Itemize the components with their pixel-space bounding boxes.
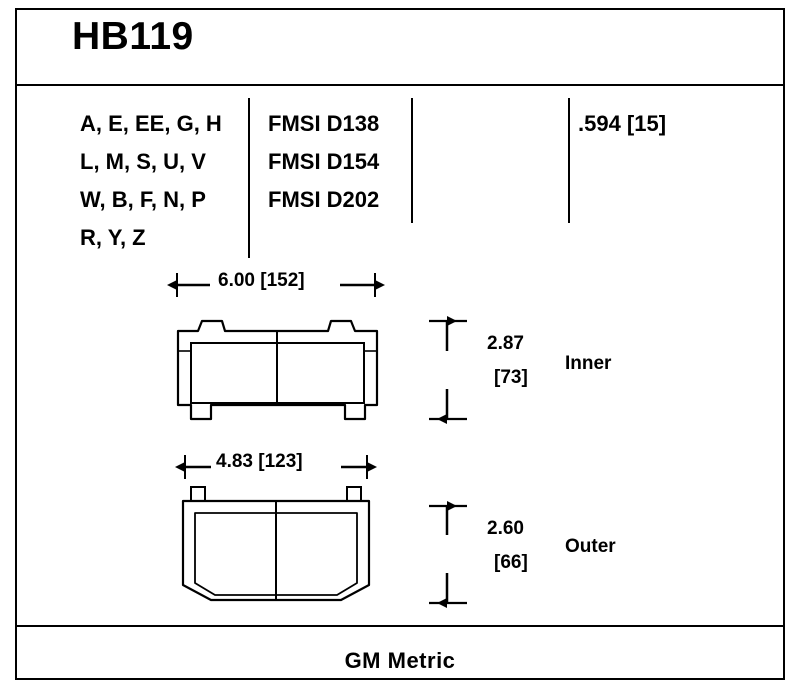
thickness-value: .594 [15] <box>578 111 667 136</box>
compound-code-row: A, E, EE, G, H <box>80 111 222 136</box>
divider-bottom <box>15 625 785 627</box>
compound-code-row: L, M, S, U, V <box>80 149 206 174</box>
inner-height-mm-label: [73] <box>494 367 528 388</box>
part-number: HB119 <box>72 15 194 58</box>
divider-top <box>15 84 785 86</box>
fmsi-row: FMSI D154 <box>268 149 380 174</box>
divider-vertical-fmsi <box>411 98 413 223</box>
fmsi-column <box>268 105 408 219</box>
outer-pad-label: Outer <box>565 536 616 557</box>
inner-pad-label: Inner <box>565 353 612 374</box>
outer-width-label: 4.83 [123] <box>216 451 303 472</box>
outer-height-mm-label: [66] <box>494 552 528 573</box>
inner-pad-outline <box>178 321 377 419</box>
divider-vertical-thickness <box>568 98 570 223</box>
outer-pad-outline <box>183 487 369 600</box>
compound-code-column <box>80 105 245 257</box>
compound-code-row: R, Y, Z <box>80 225 146 250</box>
inner-height-dimension <box>429 321 467 419</box>
fmsi-row: FMSI D202 <box>268 187 380 212</box>
outer-height-inches-label: 2.60 <box>487 518 524 539</box>
inner-width-label: 6.00 [152] <box>218 270 305 291</box>
fmsi-row: FMSI D138 <box>268 111 380 136</box>
compound-code-row: W, B, F, N, P <box>80 187 206 212</box>
divider-vertical-codes <box>248 98 250 258</box>
inner-height-inches-label: 2.87 <box>487 333 524 354</box>
pad-dimension-drawings <box>15 255 785 625</box>
application-title: GM Metric <box>344 648 456 673</box>
outer-height-dimension <box>429 506 467 603</box>
